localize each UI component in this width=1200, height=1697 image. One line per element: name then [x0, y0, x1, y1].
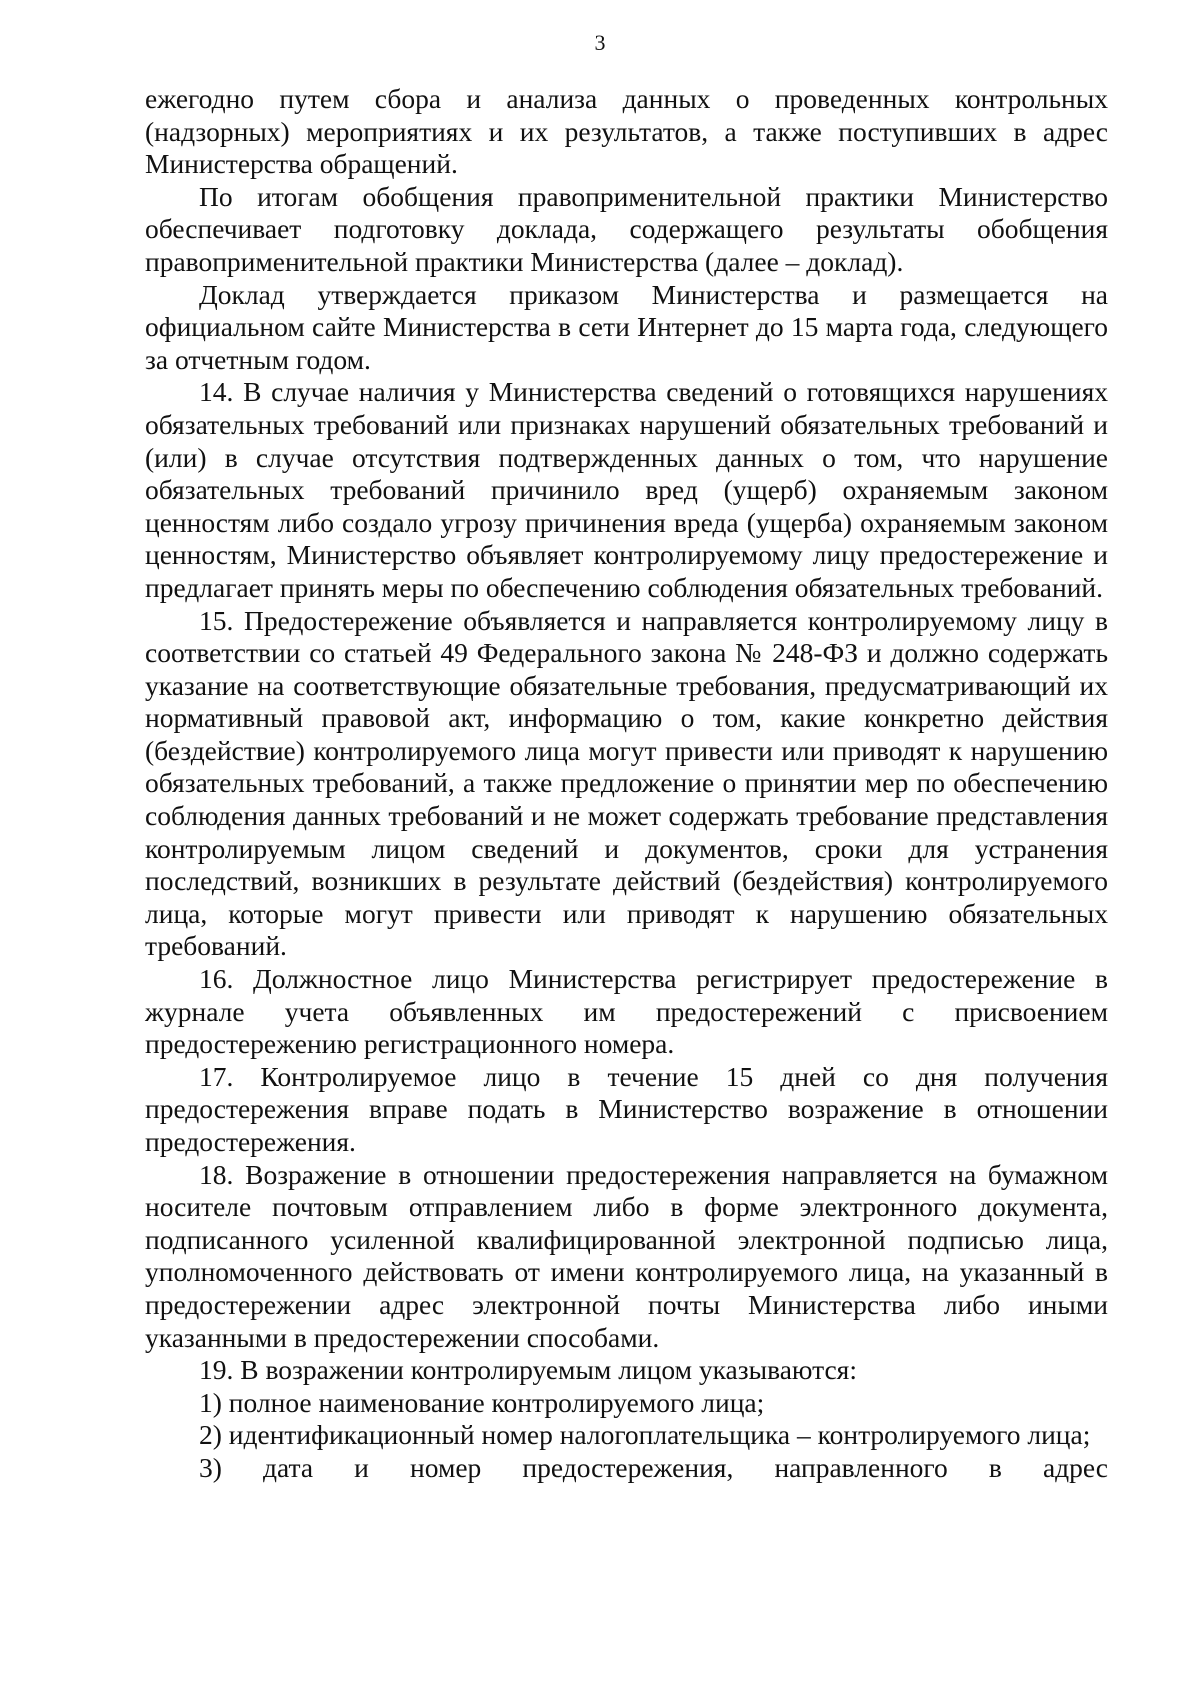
page-number: 3: [594, 30, 606, 55]
paragraph-continuation: ежегодно путем сбора и анализа данных о проведенных контрольных (надзорных) мероприятиях и их результатов, а также поступивших в адрес Министерства обращений.: [145, 83, 1108, 180]
paragraph-clause-16: 16. Должностное лицо Министерства регистрирует предостережение в журнале учета объявленных им предостережений с присвоением предостережению регистрационного номера.: [145, 963, 1108, 1060]
paragraph-clause-18: 18. Возражение в отношении предостережения направляется на бумажном носителе почтовым отправлением либо в форме электронного документа, подписанного усиленной квалифицированной электронной подписью лица, уполномоченного действовать от имени контролируемого лица, на указанный в предостережении адрес электронной почты Министерства либо иными указанными в предостережении способами.: [145, 1158, 1108, 1353]
paragraph-clause-17: 17. Контролируемое лицо в течение 15 дней со дня получения предостережения вправе подать в Министерство возражение в отношении предостережения.: [145, 1060, 1108, 1157]
list-item-1: 1) полное наименование контролируемого лица;: [199, 1386, 765, 1418]
document-body: [145, 83, 1108, 1485]
paragraph-report-approval: Доклад утверждается приказом Министерства и размещается на официальном сайте Министерства в сети Интернет до 15 марта года, следующего за отчетным годом.: [145, 278, 1108, 375]
paragraph-clause-19: 19. В возражении контролируемым лицом указываются:: [199, 1354, 857, 1386]
paragraph-clause-15: 15. Предостережение объявляется и направляется контролируемому лицу в соответствии со статьей 49 Федерального закона № 248-ФЗ и должно содержать указание на соответствующие обязательные требования, предусматривающий их нормативный правовой акт, информацию о том, какие конкретно действия (бездействие) контролируемого лица могут привести или приводят к нарушению обязательных требований, а также предложение о принятии мер по обеспечению соблюдения данных требований и не может содержать требование представления контролируемым лицом сведений и документов, сроки для устранения последствий, возникших в результате действий (бездействия) контролируемого лица, которые могут привести или приводят к нарушению обязательных требований.: [145, 604, 1108, 962]
paragraph-clause-14: 14. В случае наличия у Министерства сведений о готовящихся нарушениях обязательных требований или признаках нарушений обязательных требований и (или) в случае отсутствия подтвержденных данных о том, что нарушение обязательных требований причинило вред (ущерб) охраняемым законом ценностям либо создало угрозу причинения вреда (ущерба) охраняемым законом ценностям, Министерство объявляет контролируемому лицу предостережение и предлагает принять меры по обеспечению соблюдения обязательных требований.: [145, 376, 1108, 603]
paragraph-report-preparation: По итогам обобщения правоприменительной практики Министерство обеспечивает подготовку доклада, содержащего результаты обобщения правоприменительной практики Министерства (далее – доклад).: [145, 180, 1108, 277]
list-item-3: 3) дата и номер предостережения, направленного в адрес: [199, 1451, 1108, 1483]
list-item-2: 2) идентификационный номер налогоплательщика – контролируемого лица;: [199, 1419, 1091, 1451]
